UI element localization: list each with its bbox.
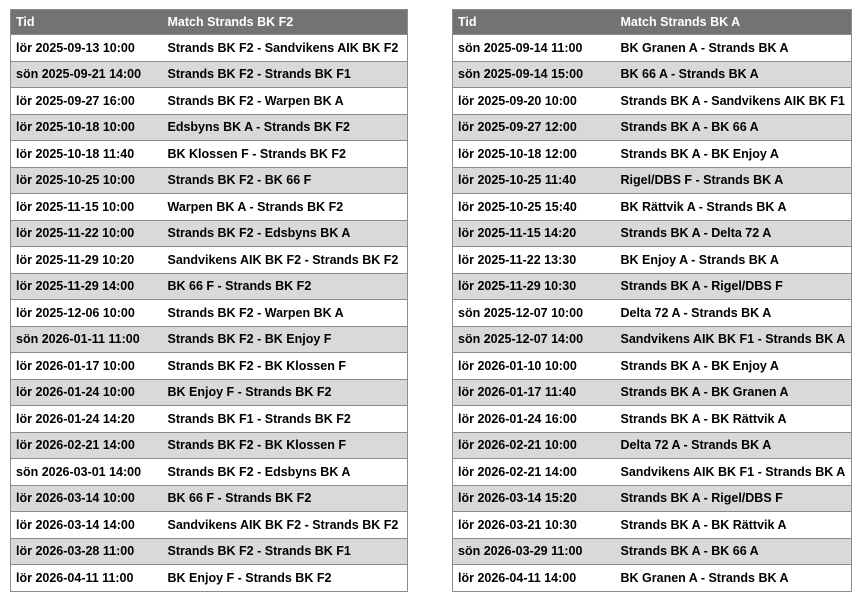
table-row (11, 459, 408, 486)
match-time-cell: lör 2025-09-13 10:00 (11, 35, 163, 62)
schedule-table-strands-bk-a (452, 9, 852, 592)
match-time-cell: lör 2026-03-28 11:00 (11, 538, 163, 565)
table-row (11, 432, 408, 459)
match-teams-cell: Sandvikens AIK BK F2 - Strands BK F2 (163, 512, 408, 539)
match-time-cell: lör 2026-01-10 10:00 (453, 353, 616, 380)
match-teams-cell: Strands BK F2 - Strands BK F1 (163, 538, 408, 565)
table-header-row (11, 10, 408, 35)
match-time-cell: lör 2026-01-17 10:00 (11, 353, 163, 380)
match-time-cell: lör 2026-04-11 11:00 (11, 565, 163, 592)
match-time-cell: lör 2025-12-06 10:00 (11, 300, 163, 327)
match-time-cell: lör 2025-10-25 10:00 (11, 167, 163, 194)
table-row (11, 194, 408, 221)
match-time-cell: lör 2026-01-17 11:40 (453, 379, 616, 406)
match-time-cell: lör 2026-01-24 14:20 (11, 406, 163, 433)
match-time-cell: lör 2025-09-20 10:00 (453, 88, 616, 115)
match-teams-cell: Strands BK F2 - Sandvikens AIK BK F2 (163, 35, 408, 62)
match-time-cell: sön 2025-09-21 14:00 (11, 61, 163, 88)
match-time-cell: lör 2025-11-29 10:30 (453, 273, 616, 300)
match-time-cell: sön 2026-03-29 11:00 (453, 538, 616, 565)
table-row (453, 247, 852, 274)
match-teams-cell: Strands BK F2 - BK 66 F (163, 167, 408, 194)
match-teams-cell: Strands BK F2 - BK Klossen F (163, 432, 408, 459)
match-time-cell: sön 2026-01-11 11:00 (11, 326, 163, 353)
match-time-cell: lör 2025-10-18 12:00 (453, 141, 616, 168)
match-teams-cell: Strands BK A - BK Rättvik A (616, 406, 852, 433)
table-row (453, 220, 852, 247)
table-row (453, 114, 852, 141)
match-time-cell: lör 2025-11-29 14:00 (11, 273, 163, 300)
table-row (11, 512, 408, 539)
table-row (453, 379, 852, 406)
schedule-table-strands-bk-f2 (10, 9, 408, 592)
match-teams-cell: Strands BK A - Sandvikens AIK BK F1 (616, 88, 852, 115)
match-teams-cell: BK 66 A - Strands BK A (616, 61, 852, 88)
table-row (453, 141, 852, 168)
table-row (453, 353, 852, 380)
match-teams-cell: Rigel/DBS F - Strands BK A (616, 167, 852, 194)
match-teams-cell: Strands BK F2 - BK Klossen F (163, 353, 408, 380)
match-teams-cell: Strands BK A - Delta 72 A (616, 220, 852, 247)
match-time-cell: lör 2026-01-24 10:00 (11, 379, 163, 406)
match-teams-cell: Strands BK A - Rigel/DBS F (616, 485, 852, 512)
table-row (11, 300, 408, 327)
match-time-cell: lör 2026-03-14 15:20 (453, 485, 616, 512)
match-teams-cell: Strands BK A - BK Enjoy A (616, 353, 852, 380)
match-time-cell: sön 2025-12-07 10:00 (453, 300, 616, 327)
header-match: Match Strands BK A (616, 10, 852, 35)
match-time-cell: lör 2025-11-22 13:30 (453, 247, 616, 274)
match-time-cell: lör 2026-02-21 14:00 (11, 432, 163, 459)
table-row (453, 88, 852, 115)
match-time-cell: lör 2025-10-18 10:00 (11, 114, 163, 141)
table-row (453, 485, 852, 512)
table-row (11, 220, 408, 247)
match-time-cell: lör 2025-09-27 16:00 (11, 88, 163, 115)
match-teams-cell: BK Granen A - Strands BK A (616, 565, 852, 592)
match-time-cell: lör 2026-02-21 10:00 (453, 432, 616, 459)
match-teams-cell: BK Granen A - Strands BK A (616, 35, 852, 62)
match-time-cell: lör 2025-11-22 10:00 (11, 220, 163, 247)
match-teams-cell: Strands BK F2 - BK Enjoy F (163, 326, 408, 353)
table-row (11, 565, 408, 592)
table-row (453, 459, 852, 486)
table-row (453, 300, 852, 327)
match-time-cell: sön 2026-03-01 14:00 (11, 459, 163, 486)
match-teams-cell: Edsbyns BK A - Strands BK F2 (163, 114, 408, 141)
match-time-cell: lör 2025-11-15 10:00 (11, 194, 163, 221)
table-row (11, 406, 408, 433)
match-teams-cell: Strands BK F2 - Strands BK F1 (163, 61, 408, 88)
match-time-cell: lör 2026-03-14 10:00 (11, 485, 163, 512)
match-teams-cell: BK 66 F - Strands BK F2 (163, 485, 408, 512)
match-teams-cell: Sandvikens AIK BK F1 - Strands BK A (616, 459, 852, 486)
table-row (11, 167, 408, 194)
match-teams-cell: Warpen BK A - Strands BK F2 (163, 194, 408, 221)
match-teams-cell: BK 66 F - Strands BK F2 (163, 273, 408, 300)
match-teams-cell: Sandvikens AIK BK F2 - Strands BK F2 (163, 247, 408, 274)
table-row (453, 326, 852, 353)
match-teams-cell: Strands BK A - BK Enjoy A (616, 141, 852, 168)
match-time-cell: sön 2025-12-07 14:00 (453, 326, 616, 353)
match-teams-cell: Strands BK F2 - Edsbyns BK A (163, 459, 408, 486)
match-teams-cell: BK Rättvik A - Strands BK A (616, 194, 852, 221)
table-row (11, 353, 408, 380)
match-time-cell: lör 2025-10-25 11:40 (453, 167, 616, 194)
match-time-cell: lör 2025-11-15 14:20 (453, 220, 616, 247)
match-time-cell: lör 2025-09-27 12:00 (453, 114, 616, 141)
table-row (453, 406, 852, 433)
match-time-cell: lör 2026-01-24 16:00 (453, 406, 616, 433)
table-row (11, 326, 408, 353)
table-row (11, 61, 408, 88)
table-row (453, 61, 852, 88)
table-body (453, 35, 852, 592)
table-row (453, 512, 852, 539)
table-row (11, 114, 408, 141)
table-row (453, 167, 852, 194)
match-time-cell: lör 2026-02-21 14:00 (453, 459, 616, 486)
match-time-cell: lör 2025-10-18 11:40 (11, 141, 163, 168)
table-row (11, 247, 408, 274)
table-header-row (453, 10, 852, 35)
match-teams-cell: Strands BK A - BK 66 A (616, 114, 852, 141)
match-teams-cell: Delta 72 A - Strands BK A (616, 432, 852, 459)
match-time-cell: lör 2025-11-29 10:20 (11, 247, 163, 274)
match-teams-cell: Strands BK A - BK Rättvik A (616, 512, 852, 539)
match-teams-cell: Strands BK A - BK 66 A (616, 538, 852, 565)
match-time-cell: lör 2026-03-21 10:30 (453, 512, 616, 539)
match-teams-cell: BK Klossen F - Strands BK F2 (163, 141, 408, 168)
table-row (11, 141, 408, 168)
header-time: Tid (453, 10, 616, 35)
match-teams-cell: Strands BK A - BK Granen A (616, 379, 852, 406)
header-match: Match Strands BK F2 (163, 10, 408, 35)
match-time-cell: sön 2025-09-14 15:00 (453, 61, 616, 88)
table-row (453, 194, 852, 221)
match-teams-cell: Strands BK F2 - Warpen BK A (163, 300, 408, 327)
table-row (453, 565, 852, 592)
table-row (453, 538, 852, 565)
header-time: Tid (11, 10, 163, 35)
match-teams-cell: Strands BK F2 - Edsbyns BK A (163, 220, 408, 247)
match-time-cell: lör 2025-10-25 15:40 (453, 194, 616, 221)
match-teams-cell: Strands BK A - Rigel/DBS F (616, 273, 852, 300)
match-teams-cell: Delta 72 A - Strands BK A (616, 300, 852, 327)
match-teams-cell: Strands BK F1 - Strands BK F2 (163, 406, 408, 433)
match-time-cell: lör 2026-03-14 14:00 (11, 512, 163, 539)
table-row (453, 273, 852, 300)
match-teams-cell: BK Enjoy A - Strands BK A (616, 247, 852, 274)
table-row (11, 35, 408, 62)
match-time-cell: sön 2025-09-14 11:00 (453, 35, 616, 62)
table-row (11, 379, 408, 406)
match-time-cell: lör 2026-04-11 14:00 (453, 565, 616, 592)
table-row (11, 88, 408, 115)
match-teams-cell: BK Enjoy F - Strands BK F2 (163, 565, 408, 592)
table-row (453, 35, 852, 62)
table-row (11, 538, 408, 565)
table-row (453, 432, 852, 459)
match-teams-cell: Sandvikens AIK BK F1 - Strands BK A (616, 326, 852, 353)
table-row (11, 485, 408, 512)
match-teams-cell: BK Enjoy F - Strands BK F2 (163, 379, 408, 406)
match-teams-cell: Strands BK F2 - Warpen BK A (163, 88, 408, 115)
table-body (11, 35, 408, 592)
table-row (11, 273, 408, 300)
